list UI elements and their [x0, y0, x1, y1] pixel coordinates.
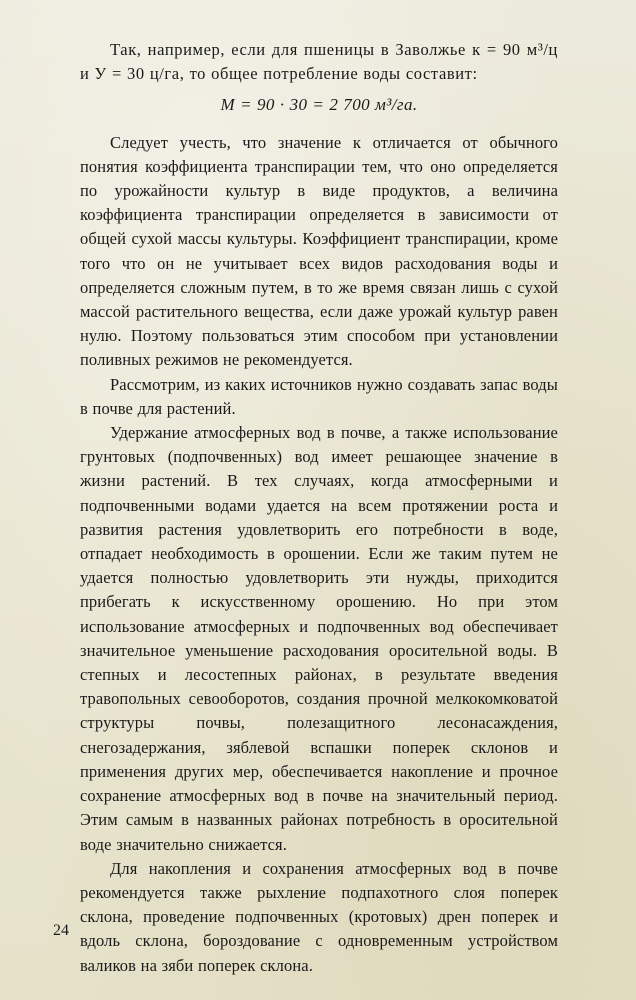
paragraph-accumulation-measures: Для накопления и сохранения атмосферных вод в почве рекомендуется также рыхление подпахотного слоя поперек склона, проведение подпочвенных (кротовых) дрен поперек и вдоль склона, бороздование с одновременным устройством валиков на зяби поперек склона.: [80, 858, 558, 975]
paragraph-transpiration-coefficient: Следует учесть, что значение к отличается от обычного понятия коэффициента транспирации тем, что оно определяется по урожайности культур в виде продуктов, а величина коэффициента транспирации определяется в зависимости от общей сухой массы культуры. Коэффициент транспирации, кроме того что он не учитывает всех видов расходования воды и определяется сложным путем, в то же время связан лишь с сухой массой растительного вещества, если даже урожай культур равен нулю. Поэтому пользоваться этим способом при установлении поливных режимов не рекомендуется.: [80, 132, 558, 370]
paragraph-intro-example: Так, например, если для пшеницы в Заволжье к = 90 м³/ц и У = 30 ц/га, то общее потребление воды составит:: [80, 40, 558, 84]
page-content: [80, 38, 558, 978]
formula-water-consumption: М = 90 · 30 = 2 700 м³/га.: [220, 95, 418, 115]
page-number: 24: [53, 922, 69, 939]
paragraph-atmospheric-water-retention: Удержание атмосферных вод в почве, а также использование грунтовых (подпочвенных) вод имеет решающее значение в жизни растений. В тех случаях, когда атмосферными и подпочвенными водами удается на всем протяжении роста и развития растения удовлетворить его потребности в воде, отпадает необходимость в орошении. Если же таким путем не удается полностью удовлетворить эти нужды, приходится прибегать к искусственному орошению. Но при этом использование атмосферных и подпочвенных вод обеспечивает значительное уменьшение расходования оросительной воды. В степных и лесостепных районах, в результате введения травопольных севооборотов, создания прочной мелкокомковатой структуры почвы, полезащитного лесонасаждения, снегозадержания, зяблевой вспашки поперек склонов и применения других мер, обеспечивается накопление и прочное сохранение атмосферных вод в почве на значительный период. Этим самым в названных районах потребность в оросительной воде значительно снижается.: [80, 423, 558, 854]
paragraph-water-sources: Рассмотрим, из каких источников нужно создавать запас воды в почве для растений.: [80, 374, 558, 418]
